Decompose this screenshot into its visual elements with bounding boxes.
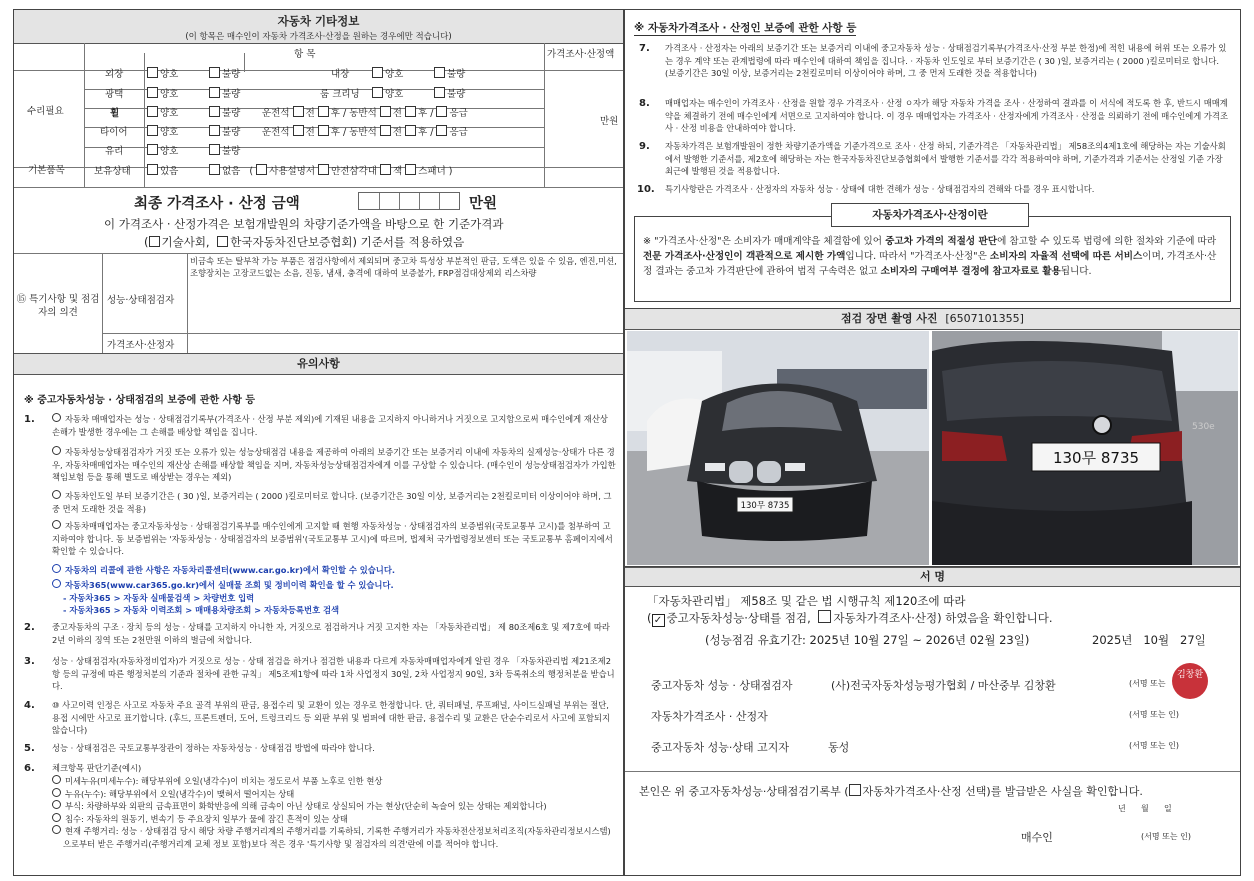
num-10: 10. <box>637 184 655 195</box>
right-top-panel <box>624 9 1241 309</box>
checkbox[interactable] <box>149 236 160 247</box>
final-unit: 만원 <box>469 196 498 212</box>
notice-header: 유의사항 <box>14 353 623 375</box>
tire-good[interactable]: 양호 <box>147 124 178 138</box>
car-front-image <box>627 331 929 565</box>
inspector-name: (사)전국자동차성능평가협회 / 마산중부 김창환 <box>831 679 1056 692</box>
clean-bad[interactable]: 불량 <box>434 86 465 100</box>
photo-header <box>625 309 1240 330</box>
notice-t5: 성능 · 상태점검은 국토교통부장관이 정하는 자동차성능 · 상태점검 방법에 따라야 합니다. <box>52 743 375 753</box>
num-7: 7. <box>639 43 650 54</box>
checkbox[interactable] <box>209 106 220 117</box>
notice-b5: 자동차의 리콜에 관한 사항은 자동차리콜센터(www.car.go.kr)에서 확인할 수 있습니다. <box>52 564 617 577</box>
final-amount-boxes <box>358 192 460 210</box>
right-t10: 특기사항란은 가격조사 · 산정자의 자동차 성능 · 상태에 대한 견해가 성능 · 상태점검자의 견해와 다를 경우 표시합니다. <box>665 184 1095 194</box>
num-1: 1. <box>24 414 35 425</box>
row-possess: 보유상태 <box>94 166 131 177</box>
car-rear-image <box>932 331 1238 565</box>
checkbox[interactable] <box>209 164 220 175</box>
checkbox[interactable] <box>293 106 304 117</box>
gloss-good[interactable]: 양호 <box>147 86 178 100</box>
checkbox[interactable] <box>256 164 267 175</box>
checkbox[interactable] <box>209 87 220 98</box>
interior-good[interactable]: 양호 <box>372 66 403 80</box>
row-exterior: 외장 <box>105 69 124 80</box>
checkbox[interactable] <box>818 610 831 623</box>
possess-items: 없음 ( 사용설명서 안전삼각대 잭 스패너 ) <box>209 163 452 177</box>
validity: (성능점검 유효기간: 2025년 10월 27일 ~ 2026년 02월 23일) <box>705 633 1030 647</box>
final-desc1: 이 가격조사 · 산정가격은 보험개발원의 차량기준가액을 바탕으로 한 기준가격과 <box>104 217 504 231</box>
gloss-bad[interactable]: 불량 <box>209 86 240 100</box>
info-box-text: ※ "가격조사·산정"은 소비자가 매매계약을 체결함에 있어 중고차 가격의 적절성 판단에 참고할 수 있도록 법령에 의한 절차와 기준에 따라 전문 가격조사·산정인이 객관적으로 제시한 가액입니다. 따라서 "가격조사·산정"은 소비자의 자율적 선택에 따른 서비스이며, 가격조사·산정 결과는 중고차 가격판단에 관하여 법적 구속력은 없고 소비자의 구매여부 결정에 참고자료로 활용됩니다. <box>643 236 1217 277</box>
right-t7: 가격조사 · 산정자는 아래의 보증기간 또는 보증거리 이내에 중고자동차 성능 · 상태점검기록부(가격조사·산정 부분 한정)에 적힌 내용에 허위 또는 오류가 있는 경우 계약 또는 관계법령에 따라 매수인에 대하여 책임을 집니다. · 자동차 인도일로 부터 보증기간은 ( 30 )일, 보증거리는 ( 2000 )킬로미터로 합니다. (보증기간은 30일 이상, 보증거리는 2천킬로미터 이상이어야 하며, 그 중 먼저 도래한 것을 적용합니다) <box>665 43 1227 79</box>
notice-b1: 자동차 매매업자는 성능 · 상태점검기록부(가격조사 · 산정 부분 제외)에 기재된 내용을 고지하지 아니하거나 거짓으로 고지함으로써 매수인에게 재산상 손해가 발생한 경우에는 그 손해를 배상할 책임을 집니다. <box>52 414 608 437</box>
ymd: 년 월 일 <box>1118 804 1172 813</box>
checkbox[interactable] <box>405 106 416 117</box>
checkbox[interactable] <box>147 125 158 136</box>
clean-good[interactable]: 양호 <box>372 86 403 100</box>
model-badge: 530e <box>1192 422 1215 432</box>
num-2: 2. <box>24 622 35 633</box>
checkbox[interactable] <box>147 164 158 175</box>
appraiser-label: 자동차가격조사 · 산정자 <box>651 710 768 723</box>
num-9: 9. <box>639 141 650 152</box>
sign-line2: ( ✓ 중고자동차성능·상태를 점검, 자동차가격조사·산정) 하였음을 확인합니다. <box>647 611 1053 626</box>
other-info-header <box>14 10 623 44</box>
criteria-list: 미세누유(미세누수): 해당부위에 오일(냉각수)이 비치는 정도로서 부품 노후로 인한 현상 누유(누수): 해당부위에서 오일(냉각수)이 맺혀서 떨어지는 상태 부식: 차량하부와 외판의 금속표면이 화학반응에 의해 금속이 아닌 상태로 상실되어 가는 현상(단순히 녹슬어 있는 상태는 제외합니다) 침수: 자동차의 원동기, 변속기 등 주요장치 일부가 물에 잠긴 흔적이 있는 상태 현재 주행거리: 성능 · 상태점검 당시 해당 차량 주행거리계의 주행거리를 기록하되, 기록한 주행거리가 자동차전산정보처리조직(자동차관리정보시스템)으로부터 받은 주행거리(주행거리계 교체 정보 포함)보다 적은 경우 '특기사항 및 점검자의 의견'란에 이를 적어야 합니다. <box>52 775 617 851</box>
inspector-col: 성능·상태점검자 <box>107 295 175 306</box>
other-info-title: 자동차 기타정보 <box>277 14 360 28</box>
row-room-clean: 룸 크리닝 <box>320 89 360 100</box>
checkbox[interactable] <box>217 236 228 247</box>
notifier-label: 중고자동차 성능·상태 고지자 <box>651 741 790 754</box>
checkbox[interactable] <box>434 67 445 78</box>
photo-code: [6507101355] <box>945 312 1024 325</box>
appraiser-col: 가격조사·산정자 <box>107 340 175 351</box>
notice-t4: ⑩ 사고이력 인정은 사고로 자동차 주요 골격 부위의 판금, 용접수리 및 교환이 있는 경우로 한정합니다. 단, 쿼터패널, 루프패널, 사이드실패널 부위는 절단, 용접 시에만 사고로 표기합니다. (후드, 프론트펜더, 도어, 트렁크리드 등 외판 부위 및 범퍼에 대한 판금, 용접수리 및 교환은 단순수리로서 사고에 포함되지 않습니다) <box>52 700 611 736</box>
row-tire: 타이어 <box>100 127 128 138</box>
plate-front: 130무 8735 <box>740 501 790 511</box>
confirm-text: 본인은 위 중고자동차성능·상태점검기록부 ( 자동차가격조사·산정 선택)를 발급받은 사실을 확인합니다. <box>639 785 1143 798</box>
num-3: 3. <box>24 656 35 667</box>
sig-hint-3: (서명 또는 인) <box>1129 741 1179 750</box>
num-5: 5. <box>24 743 35 754</box>
final-desc2: ( 기술사회, 한국자동차진단보증협회) 기준서를 적용하였음 <box>144 235 465 249</box>
final-label: 최종 가격조사 · 산정 금액 <box>134 196 300 212</box>
checkbox[interactable] <box>147 67 158 78</box>
photo-rear <box>932 331 1238 565</box>
notice-b3: 자동차인도일 부터 보증기간은 ( 30 )일, 보증거리는 ( 2000 )킬로미터로 합니다. (보증기간은 30일 이상, 보증거리는 2천킬로미터 이상이어야 하며, 그 중 먼저 도래한 것을 적용) <box>52 491 612 514</box>
photo-front <box>627 331 929 565</box>
special-text: 비금속 또는 탈부착 가능 부품은 점검사항에서 제외되며 중고차 특성상 부분적인 판금, 도색은 있을 수 있음, 엔진,미션, 조향장치는 고장코드없는 소음, 진동, 냄새, 충격에 대하여 보증불가, FRP점검대상제외 리스차량 <box>190 256 617 279</box>
sign-header: 서 명 <box>625 567 1240 587</box>
checkbox[interactable] <box>318 125 329 136</box>
checked-icon[interactable]: ✓ <box>652 614 665 627</box>
col-item: 항 목 <box>294 49 316 60</box>
num-4: 4. <box>24 700 35 711</box>
photo-title: 점검 장면 촬영 사진 <box>841 312 938 325</box>
num-8: 8. <box>639 98 650 109</box>
left-panel <box>13 9 624 876</box>
checkbox[interactable] <box>434 87 445 98</box>
checkbox[interactable] <box>405 125 416 136</box>
sig-hint-2: (서명 또는 인) <box>1129 710 1179 719</box>
checkbox[interactable] <box>293 125 304 136</box>
row-glass: 유리 <box>105 146 124 157</box>
interior-bad[interactable]: 불량 <box>434 66 465 80</box>
row-gloss: 광택 <box>105 89 124 100</box>
row-wheel: 휠 <box>110 108 120 119</box>
other-info-subtitle: (이 항목은 매수인이 자동차 가격조사·산정을 원하는 경우에만 적습니다) <box>185 32 452 42</box>
wheel-good[interactable]: 양호 <box>147 105 178 119</box>
checkbox[interactable] <box>318 164 329 175</box>
glass-good[interactable]: 양호 <box>147 143 178 157</box>
checkbox[interactable] <box>209 67 220 78</box>
inspector-label: 중고자동차 성능 · 상태점검자 <box>651 679 793 692</box>
col-price: 가격조사·산정액 <box>547 49 615 60</box>
exterior-good[interactable]: 양호 <box>147 66 178 80</box>
info-box-title: 자동차가격조사·산정이란 <box>831 203 1029 227</box>
row-interior: 내장 <box>331 69 350 80</box>
checkbox[interactable] <box>436 125 447 136</box>
checkbox[interactable] <box>209 125 220 136</box>
tire-bad[interactable]: 불량 <box>209 124 240 138</box>
sig-hint-4: (서명 또는 인) <box>1141 832 1191 841</box>
glass-bad[interactable]: 불량 <box>209 143 240 157</box>
notice-b6: 자동차365(www.car365.go.kr)에서 실매물 조회 및 정비이력 확인을 할 수 있습니다. - 자동차365 > 자동차 실매물검색 > 차량번호 입력 - 자동차365 > 자동차 이력조회 > 매매용차량조회 > 자동차등록번호 검색 <box>52 579 617 617</box>
checkbox[interactable] <box>147 87 158 98</box>
sig-hint-1: (서명 또는 <box>1129 679 1166 688</box>
checkbox[interactable] <box>318 106 329 117</box>
group-basic: 기본품목 <box>28 165 65 176</box>
group-repair: 수리필요 <box>27 106 64 117</box>
tire-driver: 운전석 전 후 / 동반석 전 후 / 응급 <box>262 127 468 138</box>
plate-rear: 130무 8735 <box>1052 449 1140 467</box>
notice-t3: 성능 · 상태점검자(자동차정비업자)가 거짓으로 성능 · 상태 점검을 하거나 점검한 내용과 다르게 자동차매매업자에게 알린 경우 「자동차관리법 제21조제2항 등의 규정에 따른 행정처분의 기준과 절차에 관한 규칙」 제5조제1항에 따라 1차 사업정지 30일, 2차 사업정지 90일, 3차 등록취소의 행정처분을 받습니다. <box>52 656 615 692</box>
notifier-name: 동성 <box>828 741 850 754</box>
checkbox[interactable] <box>849 784 861 796</box>
wheel-bad[interactable]: 불량 <box>209 105 240 119</box>
price-unit: 만원 <box>600 116 619 127</box>
checkbox[interactable] <box>405 164 416 175</box>
right-t9: 자동차가격은 보험개발원이 정한 차량기준가액을 기준가격으로 조사 · 산정 하되, 기준가격은 「자동차관리법」 제58조의4제1호에 해당하는 자는 기술사회에서 발행한 기준서를, 제2호에 해당하는 자는 한국자동차진단보증협회에서 발행한 기준서를 각각 적용하여야 하며, 기준가격과 기준서는 산정일 기준 가장 최근에 발행된 것을 적용합니다. <box>665 141 1226 177</box>
checkbox[interactable] <box>209 144 220 155</box>
checkbox[interactable] <box>372 67 383 78</box>
sign-date: 2025년 10월 27일 <box>1092 633 1206 647</box>
sign-panel <box>624 567 1241 876</box>
checkbox[interactable] <box>436 106 447 117</box>
num-6: 6. <box>24 763 35 774</box>
notice-t6: 체크항목 판단기준(예시) <box>52 763 142 773</box>
checkbox[interactable] <box>147 106 158 117</box>
checkbox[interactable] <box>372 87 383 98</box>
special-label: ⑮ 특기사항 및 점검자의 의견 <box>16 294 100 318</box>
checkbox[interactable] <box>147 144 158 155</box>
sign-line1: 「자동차관리법」 제58조 및 같은 법 시행규칙 제120조에 따라 <box>647 594 966 608</box>
notice-b2: 자동차성능상태점검자가 거짓 또는 오류가 있는 성능상태점검 내용을 제공하여 아래의 보증기간 또는 보증거리 이내에 자동차의 실제성능·상태가 다른 경우, 자동차매매업자는 매수인의 재산상 손해를 배상할 책임을 지며, 자동차성능상태점검자에게 이를 구상할 수 있습니다. (매수인이 성능상태점검자가 가입한 책임보험 등을 통해 별도로 배상받는 경우는 제외) <box>52 447 616 483</box>
wheel-driver: 운전석 전 후 / 동반석 전 후 / 응급 <box>262 108 468 119</box>
checkbox[interactable] <box>380 125 391 136</box>
notice-sub: ※ 중고자동차성능 · 상태점검의 보증에 관한 사항 등 <box>24 395 256 406</box>
checkbox[interactable] <box>380 106 391 117</box>
seal-stamp: 김창환 <box>1172 663 1208 699</box>
checkbox[interactable] <box>380 164 391 175</box>
notice-b4: 자동차매매업자는 중고자동차성능 · 상태점검기록부를 매수인에게 고지할 때 현행 자동차성능 · 상태점검자의 보증범위(국토교통부 고시)를 첨부하여 고지하여야 합니다. 동 보증범위는 '자동차성능 · 상태점검자의 보증범위'(국토교통부 고시)에 따르며, 법제처 국가법령정보센터 또는 국토교통부 홈페이지에서 확인할 수 있습니다. <box>52 521 613 557</box>
photo-panel <box>624 309 1241 567</box>
exterior-bad[interactable]: 불량 <box>209 66 240 80</box>
right-t8: 매매업자는 매수인이 가격조사 · 산정을 원할 경우 가격조사 · 산정 ㅇ자가 해당 자동차 가격을 조사 · 산정하여 결과를 이 서식에 적도록 한 후, 반드시 매매계약을 체결하기 전에 매수인에게 서면으로 고지하여야 합니다. 이 경우 매매업자는 가격조사 · 산정자에게 가격조사 · 산정을 의뢰하기 전에 매수인에게 가격조사 · 산정 비용을 안내하여야 합니다. <box>665 98 1228 134</box>
buyer-label: 매수인 <box>1021 831 1053 844</box>
possess-yes[interactable]: 있음 <box>147 163 178 177</box>
right-title: ※ 자동차가격조사 · 산정인 보증에 관한 사항 등 <box>634 22 857 34</box>
notice-t2: 중고자동차의 구조 · 장치 등의 성능 · 상태를 고지하지 아니한 자, 거짓으로 점검하거나 거짓 고지한 자는 「자동차관리법」 제 80조제6호 및 제7호에 따라 2년 이하의 징역 또는 2천만원 이하의 벌금에 처합니다. <box>52 622 610 645</box>
